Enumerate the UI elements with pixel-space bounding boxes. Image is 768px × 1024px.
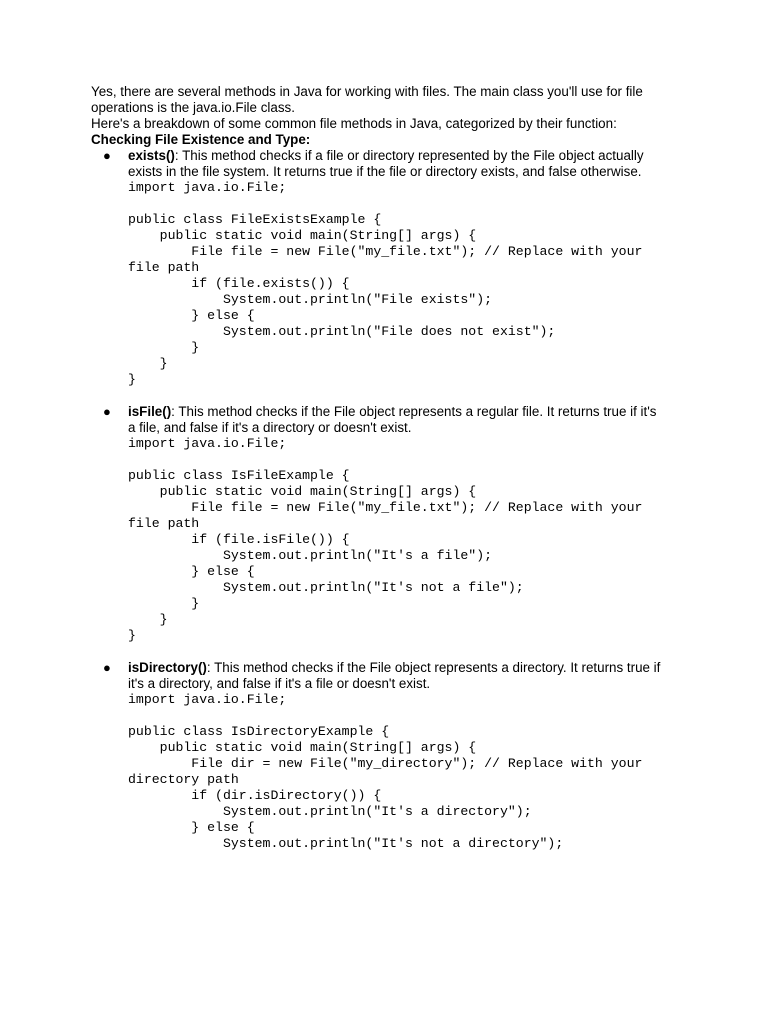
section-heading: Checking File Existence and Type: [91, 132, 311, 147]
method-name: isDirectory() [128, 660, 207, 675]
intro-line-3: Here's a breakdown of some common file methods in Java, categorized by their function: [91, 116, 617, 131]
code-block: import java.io.File; public class FileExistsExample { public static void main(String[] args) { File file = new File("my_file.txt"); // Replace with your file path if (file.exists()) { System.out.println("File exists"); } else { System.out.println("File does not exist"); } } } [128, 180, 643, 387]
method-description [128, 660, 691, 676]
list-item-isfile [91, 404, 691, 644]
method-desc-line-2: it's a directory, and false if it's a file or doesn't exist. [128, 676, 431, 691]
list-item-exists [91, 148, 691, 388]
bullet-icon: ● [103, 148, 111, 163]
bullet-icon: ● [103, 660, 111, 675]
document-page [91, 84, 691, 868]
method-desc-line-1: : This method checks if the File object represents a regular file. It returns true if it's [171, 404, 657, 419]
method-desc-line-1: : This method checks if the File object represents a directory. It returns true if [206, 660, 661, 675]
method-name: isFile() [128, 404, 172, 419]
intro-line-1: Yes, there are several methods in Java for working with files. The main class you'll use for file [91, 84, 643, 99]
bullet-icon: ● [103, 404, 111, 419]
method-desc-line-2: exists in the file system. It returns true if the file or directory exists, and false otherwise. [128, 164, 642, 179]
method-description [128, 148, 691, 164]
code-block: import java.io.File; public class IsDirectoryExample { public static void main(String[] args) { File dir = new File("my_directory"); // Replace with your directory path if (dir.isDirectory()) { System.out.println("It's a directory"); } else { System.out.println("It's not a directory"); [128, 692, 643, 851]
method-description [128, 404, 691, 420]
method-name: exists() [128, 148, 175, 163]
intro-line-2: operations is the java.io.File class. [91, 100, 295, 115]
code-block: import java.io.File; public class IsFileExample { public static void main(String[] args) { File file = new File("my_file.txt"); // Replace with your file path if (file.isFile()) { System.out.println("It's a file"); } else { System.out.println("It's not a file"); } } } [128, 436, 643, 643]
method-list [91, 148, 691, 852]
method-desc-line-2: a file, and false if it's a directory or doesn't exist. [128, 420, 412, 435]
method-desc-line-1: : This method checks if a file or directory represented by the File object actually [174, 148, 644, 163]
list-item-isdirectory [91, 660, 691, 852]
